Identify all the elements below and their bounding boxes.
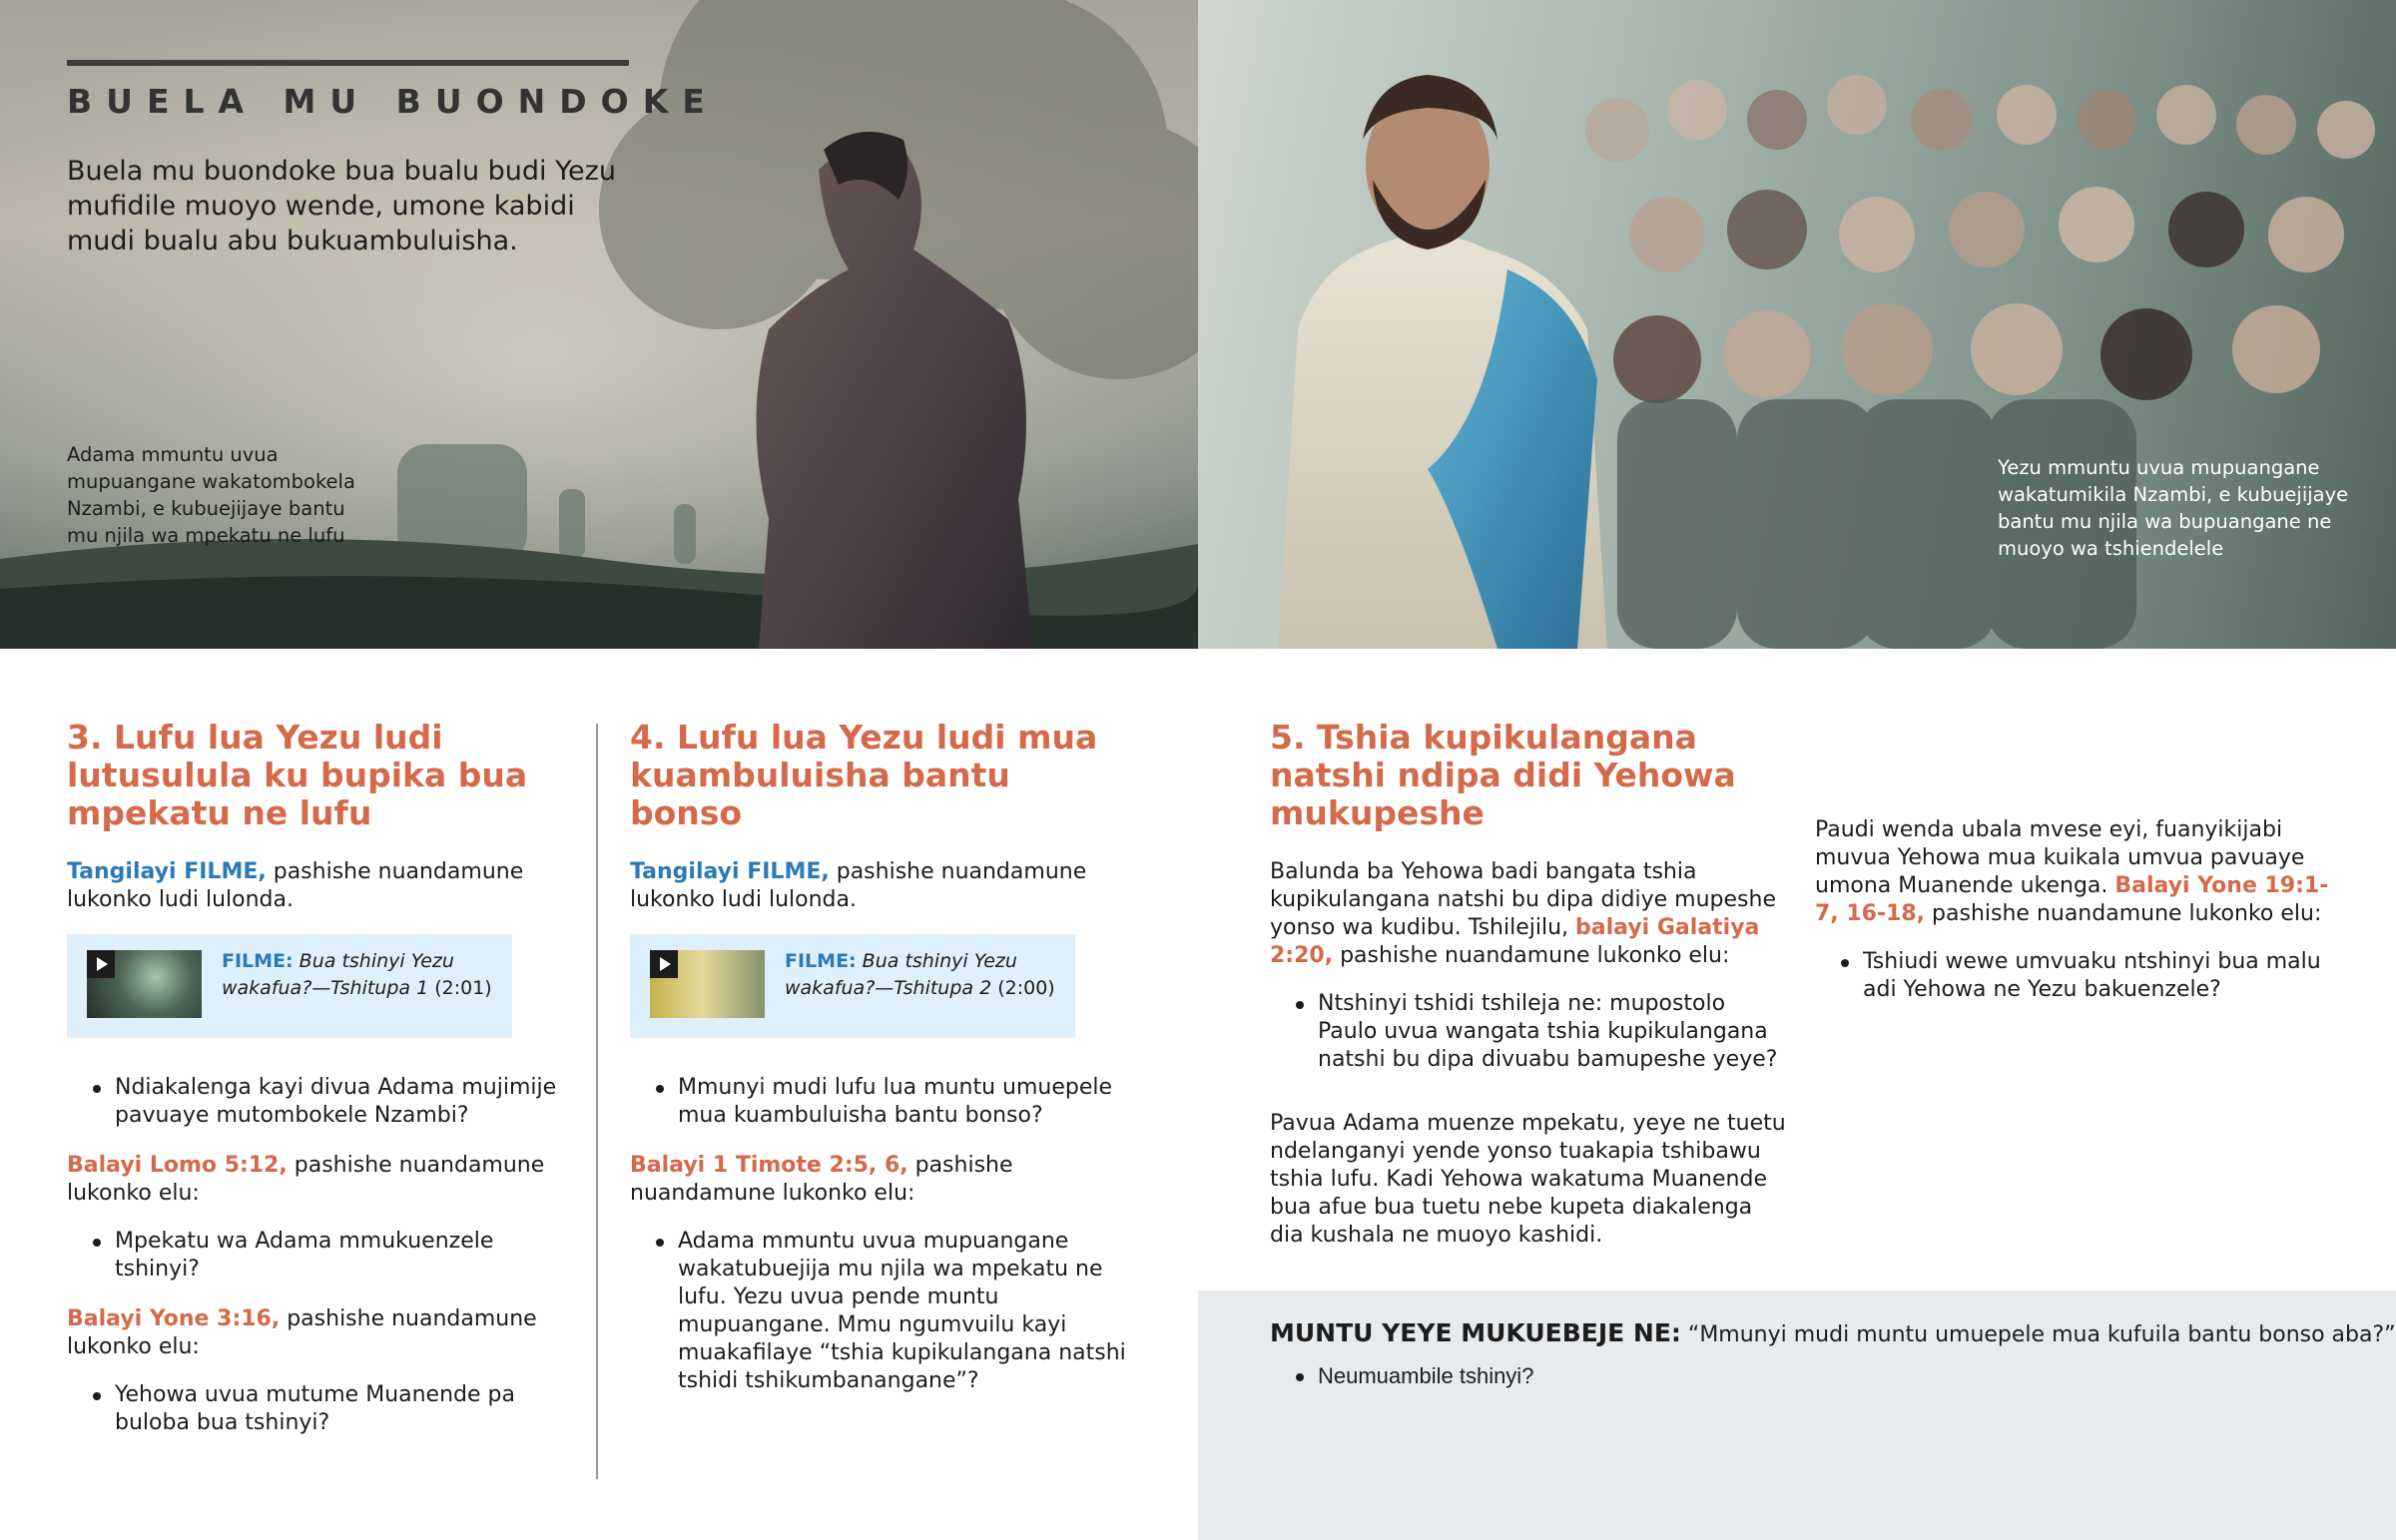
heading-rule [67, 60, 629, 66]
video-card-part-2[interactable] [630, 934, 1075, 1038]
someone-asks-question: MUNTU YEYE MUKUEBEJE NE: “Mmunyi mudi muntu umuepele mua kufuila bantu bonso aba?” [1270, 1318, 2396, 1347]
section-3-title: 3. Lufu lua Yezu ludi lutusulula ku bupika bua mpekatu ne lufu [67, 718, 528, 832]
scripture-link-lomo-5-12[interactable]: Balayi Lomo 5:12, [67, 1153, 288, 1178]
question-item: Ndiakalenga kayi divua Adama mujimije pavuaye mutombokele Nzambi? [67, 1074, 566, 1130]
section-5 [1270, 719, 1789, 1270]
caption-jesus: Yezu mmuntu uvua mupuangane wakatumikila Nzambi, e kubuejijaye bantu mu njila wa bupuangane ne muoyo wa tshiendelele [1998, 456, 2349, 560]
question-item: Adama mmuntu uvua mupuangane wakatubuejija mu njila wa mpekatu ne lufu. Yezu uvua pende muntu mupuangane. Mmu ngumvuilu kayi muakafilaye “tshia kupikulangana natshi tshidi tshikumbanangane”? [630, 1228, 1129, 1395]
scripture-instruction: Balayi 1 Timote 2:5, 6, pashishe nuandamune lukonko elu: [630, 1153, 1013, 1206]
question-item: Mpekatu wa Adama mmukuenzele tshinyi? [67, 1228, 566, 1283]
video-caption-part-2: FILME: Bua tshinyi Yezu wakafua?—Tshitupa 2 (2:00) [785, 950, 1055, 999]
video-thumbnail-part-1[interactable] [87, 950, 202, 1018]
play-icon[interactable] [87, 950, 115, 978]
section-4 [630, 719, 1129, 1417]
someone-asks-label: MUNTU YEYE MUKUEBEJE NE: [1270, 1318, 1681, 1347]
section-5-paragraph-1: Balunda ba Yehowa badi bangata tshia kupikulangana natshi bu dipa didiye mupeshe yonso wa kudibu. Tshilejilu, balayi Galatiya 2:20, pashishe nuandamune lukonko elu: [1270, 859, 1776, 968]
answer-prompt: Neumuambile tshinyi? [1270, 1362, 2168, 1390]
scripture-instruction: Balayi Yone 3:16, pashishe nuandamune lukonko elu: [67, 1306, 537, 1359]
watch-video-link[interactable]: Tangilayi FILME, [67, 859, 267, 884]
scripture-link-yone-3-16[interactable]: Balayi Yone 3:16, [67, 1306, 281, 1331]
answer-prompt-list [1270, 1362, 2168, 1412]
section-4-title: 4. Lufu lua Yezu ludi mua kuambuluisha bantu bonso [630, 718, 1098, 832]
hero-right-illustration [1198, 0, 2396, 649]
question-list [67, 1228, 566, 1283]
question-list [1270, 990, 1789, 1074]
video-caption-part-1: FILME: Bua tshinyi Yezu wakafua?—Tshitupa 1 (2:01) [222, 950, 492, 999]
question-item: Ntshinyi tshidi tshileja ne: mupostolo Paulo uvua wangata tshia kupikulangana natshi bu dipa divuabu bamupeshe yeye? [1270, 990, 1789, 1074]
question-list [1815, 948, 2334, 1004]
column-divider [596, 724, 598, 1479]
caption-adam: Adama mmuntu uvua mupuangane wakatombokela Nzambi, e kubuejijaye bantu mu njila wa mpekatu ne lufu [67, 443, 355, 547]
section-4-lead: Tangilayi FILME, pashishe nuandamune lukonko ludi lulonda. [630, 859, 1087, 912]
hero-left-illustration [0, 0, 1198, 649]
question-item: Mmunyi mudi lufu lua muntu umuepele mua kuambuluisha bantu bonso? [630, 1074, 1129, 1130]
video-card-part-1[interactable] [67, 934, 512, 1038]
section-5-paragraph-3: Paudi wenda ubala mvese eyi, fuanyikijabi muvua Yehowa mua kuikala umvua pavuaye umona Muanende ukenga. Balayi Yone 19:1-7, 16-18, pashishe nuandamune lukonko elu: [1815, 817, 2329, 926]
question-list [630, 1228, 1129, 1395]
section-3 [67, 719, 566, 1459]
section-5-paragraph-2: Pavua Adama muenze mpekatu, yeye ne tuetu ndelanganyi yende yonso tuakapia tshibawu tshia lufu. Kadi Yehowa wakatuma Muanende bua afue bua tuetu nebe kupeta diakalenga dia kushala ne muoyo kashidi. [1270, 1111, 1786, 1248]
question-item: Tshiudi wewe umvuaku ntshinyi bua malu adi Yehowa ne Yezu bakuenzele? [1815, 948, 2334, 1004]
play-icon[interactable] [650, 950, 678, 978]
question-list [630, 1074, 1129, 1130]
question-list [67, 1074, 566, 1130]
scripture-link-yone-19[interactable]: Balayi Yone 19:1-7, 16-18, [1815, 873, 2329, 926]
section-5-continued [1815, 816, 2334, 1026]
section-3-lead: Tangilayi FILME, pashishe nuandamune lukonko ludi lulonda. [67, 859, 524, 912]
watch-video-link[interactable]: Tangilayi FILME, [630, 859, 830, 884]
section-5-title: 5. Tshia kupikulangana natshi ndipa didi Yehowa mukupeshe [1270, 718, 1736, 832]
someone-asks-box [1198, 1290, 2396, 1540]
hero-intro: Buela mu buondoke bua bualu budi Yezu mufidile muoyo wende, umone kabidi mudi bualu abu bukuambuluisha. [67, 156, 616, 257]
question-list [67, 1381, 566, 1437]
scripture-instruction: Balayi Lomo 5:12, pashishe nuandamune lukonko elu: [67, 1153, 545, 1206]
scripture-link-galatiya-2-20[interactable]: balayi Galatiya 2:20, [1270, 915, 1760, 968]
question-item: Yehowa uvua mutume Muanende pa buloba bua tshinyi? [67, 1381, 566, 1437]
hero-heading: BUELA MU BUONDOKE [67, 82, 719, 121]
scripture-link-1-timote-2-5-6[interactable]: Balayi 1 Timote 2:5, 6, [630, 1153, 908, 1178]
video-thumbnail-part-2[interactable] [650, 950, 765, 1018]
